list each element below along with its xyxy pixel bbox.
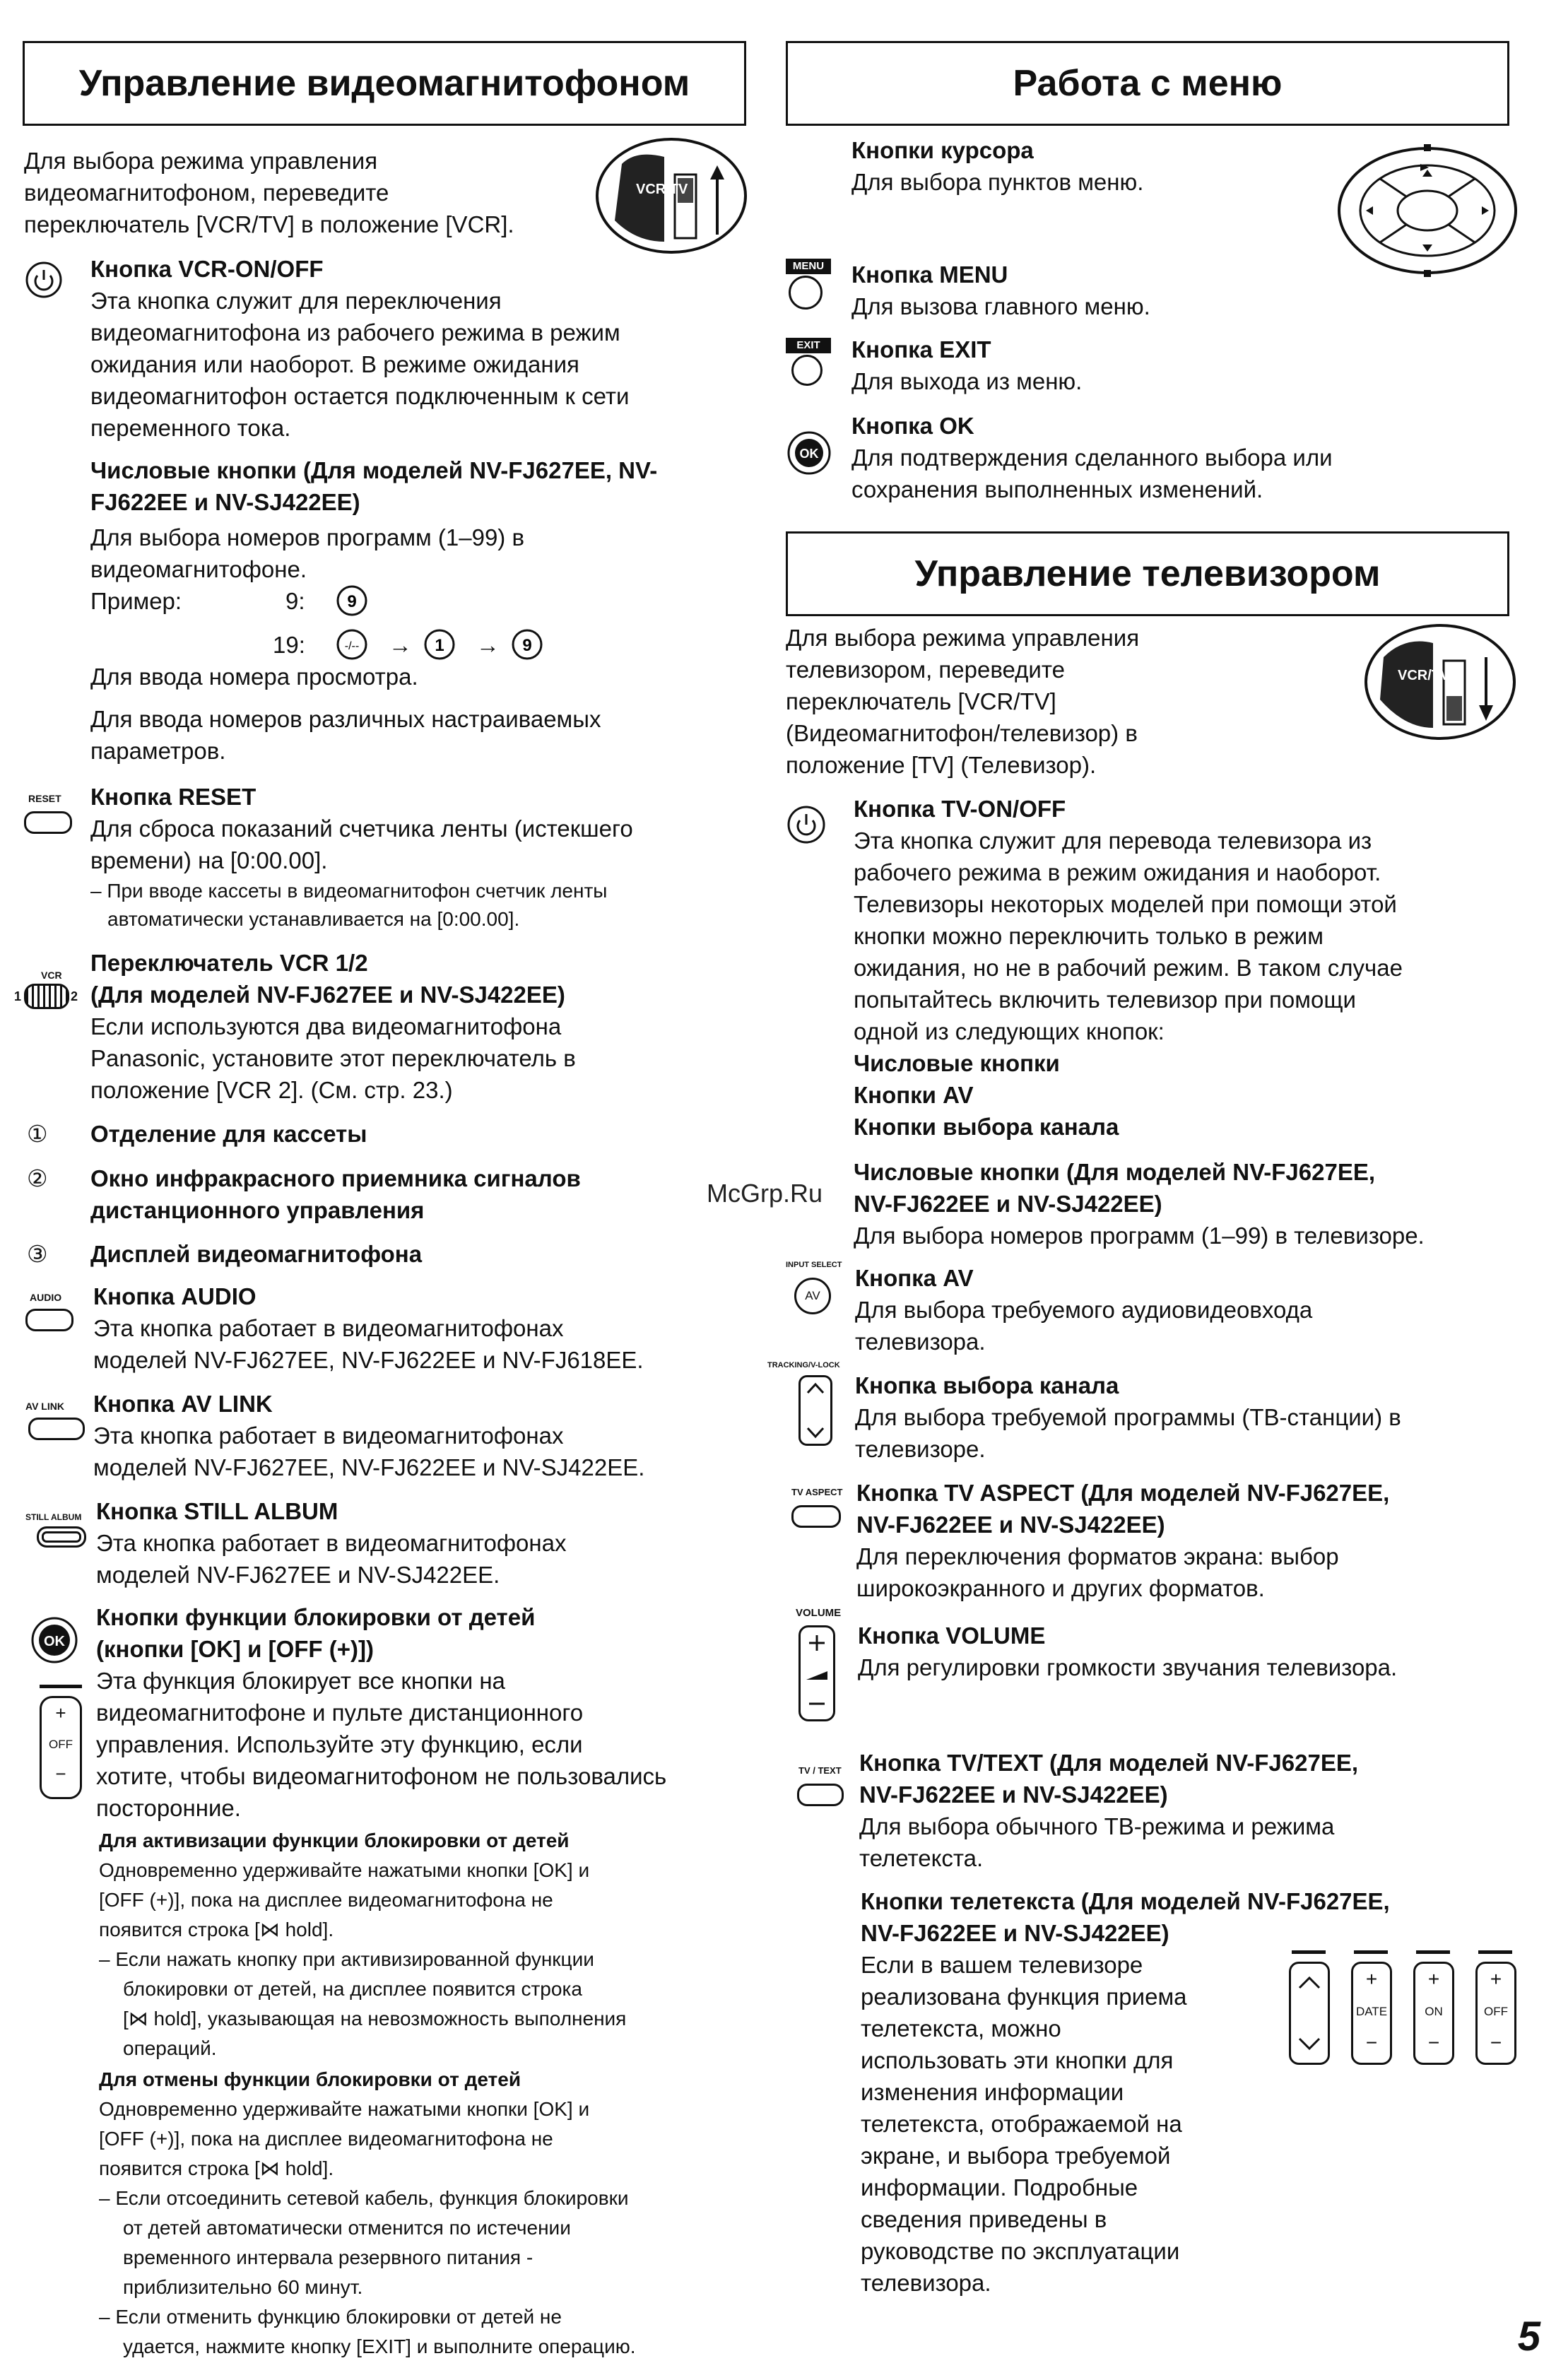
svg-text:9: 9: [347, 592, 357, 611]
tv-on-off-line: рабочего режима в режим ожидания и наоборот.: [854, 859, 1381, 885]
tv-numeric-text: Для выбора номеров программ (1–99) в телевизоре.: [854, 1223, 1425, 1249]
teletext-line: телетекста, отображаемой на: [861, 2111, 1182, 2137]
numeric-after: Для ввода номеров различных настраиваемых: [90, 706, 601, 732]
tv-on-off-option: Кнопки AV: [854, 1082, 974, 1108]
chevron-up-down-icon: [1291, 1964, 1328, 2063]
left-intro-2: видеомагнитофоном, переведите: [24, 179, 389, 206]
vcr12-heading: Переключатель VCR 1/2: [90, 950, 368, 976]
volume-text: Для регулировки громкости звучания телевизора.: [858, 1654, 1398, 1680]
plus-icon: +: [1490, 1968, 1502, 1990]
menu-tag: MENU: [786, 259, 831, 274]
teletext-line: телевизора.: [861, 2270, 991, 2296]
minus-icon: −: [1490, 2032, 1502, 2054]
minus-icon: −: [55, 1763, 66, 1784]
tv-on-off-line: одной из следующих кнопок:: [854, 1018, 1165, 1044]
cursor-pad-icon[interactable]: [1332, 140, 1523, 281]
aspect-button-icon[interactable]: [791, 1505, 841, 1528]
still-album-button-icon[interactable]: [37, 1526, 86, 1548]
numeric-heading: Числовые кнопки (Для моделей NV-FJ627EE, NV-: [90, 457, 658, 483]
still-tag: STILL ALBUM: [25, 1512, 82, 1522]
lock-cancel-note: удается, нажмите кнопку [EXIT] и выполните операцию.: [123, 2335, 636, 2357]
avlink-line: моделей NV-FJ627EE, NV-FJ622EE и NV-SJ422EE.: [93, 1454, 645, 1480]
numeric-line: видеомагнитофоне.: [90, 556, 307, 582]
vcr12-tag-right: 2: [71, 989, 78, 1003]
lock-cancel-note: – Если отменить функцию блокировки от детей не: [99, 2306, 562, 2328]
lock-activate-line: [OFF (+)], пока на дисплее видеомагнитофона не: [99, 1889, 553, 1911]
tv-section-title: Управление телевизором: [786, 531, 1509, 616]
tv-on-off-line: Эта кнопка служит для перевода телевизора из: [854, 827, 1372, 854]
vcr-on-off-line: ожидания или наоборот. В режиме ожидания: [90, 351, 579, 377]
tv-intro: (Видеомагнитофон/телевизор) в: [786, 720, 1138, 746]
cursor-text: Для выбора пунктов меню.: [851, 169, 1144, 195]
avlink-button-icon[interactable]: [28, 1418, 85, 1440]
vcr12-line: положение [VCR 2]. (См. стр. 23.): [90, 1077, 453, 1103]
on-label: ON: [1425, 2005, 1443, 2018]
teletext-line: информации. Подробные: [861, 2174, 1138, 2201]
example-2-number: 19:: [273, 632, 305, 658]
reset-line: Для сброса показаний счетчика ленты (истекшего: [90, 815, 633, 842]
vcr12-tag-left: 1: [14, 989, 22, 1003]
minus-icon: −: [1365, 2032, 1378, 2054]
item-mark: ①: [27, 1121, 48, 1147]
volume-heading: Кнопка VOLUME: [858, 1622, 1046, 1649]
channel-line: Для выбора требуемой программы (ТВ-станции) в: [855, 1404, 1401, 1430]
off-label: OFF: [49, 1738, 73, 1751]
menu-section-title: Работа с меню: [786, 41, 1509, 126]
lock-cancel-line: Одновременно удерживайте нажатыми кнопки [OK] и: [99, 2098, 590, 2120]
tv-power-icon[interactable]: [786, 804, 827, 845]
ok-heading: Кнопка OK: [851, 413, 974, 439]
key-9-icon: [335, 584, 369, 618]
exit-button-icon[interactable]: [791, 355, 823, 386]
tv-intro: телевизором, переведите: [786, 656, 1065, 683]
tv-intro: переключатель [VCR/TV]: [786, 688, 1056, 714]
tv-on-off-line: ожидания, но не в рабочий режим. В таком случае: [854, 955, 1403, 981]
lock-line: Эта функция блокирует все кнопки на: [96, 1668, 505, 1694]
av-line: Для выбора требуемого аудиовидеовхода: [855, 1297, 1313, 1323]
tv-on-off-option: Числовые кнопки: [854, 1050, 1060, 1076]
vcr12-heading: (Для моделей NV-FJ627EE и NV-SJ422EE): [90, 982, 565, 1008]
lock-cancel-line: появится строка [⋈ hold].: [99, 2157, 334, 2179]
vcr-on-off-line: Эта кнопка служит для переключения: [90, 288, 502, 314]
teletext-keys: [1289, 1950, 1522, 2078]
example-1-number: 9:: [285, 588, 305, 614]
svg-text:-/--: -/--: [344, 640, 360, 652]
volume-plus-minus-icon: [801, 1627, 833, 1719]
audio-heading: Кнопка AUDIO: [93, 1283, 257, 1309]
aspect-heading: Кнопка TV ASPECT (Для моделей NV-FJ627EE,: [856, 1480, 1390, 1506]
numeric-line: Для выбора номеров программ (1–99) в: [90, 524, 524, 550]
channel-heading: Кнопка выбора канала: [855, 1372, 1119, 1398]
lock-line: видеомагнитофоне и пульте дистанционного: [96, 1699, 584, 1726]
lock-cancel-note: временного интервала резервного питания -: [123, 2246, 534, 2268]
key-9-icon: [510, 628, 544, 661]
item-mark: ②: [27, 1165, 48, 1191]
svg-text:VCR/TV: VCR/TV: [1398, 668, 1450, 683]
item-text: Дисплей видеомагнитофона: [90, 1241, 423, 1267]
lock-line: управления. Используйте эту функцию, если: [96, 1731, 583, 1757]
teletext-heading: NV-FJ622EE и NV-SJ422EE): [861, 1920, 1169, 1946]
tv-intro: Для выбора режима управления: [786, 625, 1140, 651]
tvtext-heading: NV-FJ622EE и NV-SJ422EE): [859, 1781, 1168, 1808]
teletext-on-key[interactable]: [1413, 1962, 1454, 2065]
lock-cancel-note: от детей автоматически отменится по истечении: [123, 2217, 571, 2239]
key-1-icon: [423, 628, 456, 661]
channel-tag: TRACKING/V-LOCK: [767, 1361, 840, 1369]
numeric-after: параметров.: [90, 738, 226, 764]
lock-activate-heading: Для активизации функции блокировки от детей: [99, 1830, 570, 1851]
lock-activate-note: блокировки от детей, на дисплее появится строка: [123, 1978, 582, 2000]
lock-line: посторонние.: [96, 1795, 241, 1821]
teletext-line: изменения информации: [861, 2079, 1124, 2105]
item-text: Окно инфракрасного приемника сигналов: [90, 1165, 581, 1191]
exit-tag: EXIT: [786, 338, 831, 353]
reset-button-icon[interactable]: [24, 811, 72, 834]
audio-line: Эта кнопка работает в видеомагнитофонах: [93, 1315, 564, 1341]
av-heading: Кнопка AV: [855, 1265, 974, 1291]
teletext-line: реализована функция приема: [861, 1984, 1187, 2010]
svg-text:OK: OK: [44, 1634, 65, 1649]
ok-button-icon[interactable]: [30, 1615, 79, 1665]
reset-note: автоматически устанавливается на [0:00.00].: [107, 908, 520, 930]
avlink-tag: AV LINK: [25, 1401, 64, 1412]
lock-line: хотите, чтобы видеомагнитофоном не пользовались: [96, 1763, 667, 1789]
lock-activate-line: появится строка [⋈ hold].: [99, 1919, 334, 1940]
av-line: телевизора.: [855, 1329, 986, 1355]
volume-button-icon[interactable]: [798, 1625, 835, 1721]
audio-line: моделей NV-FJ627EE, NV-FJ622EE и NV-FJ618EE.: [93, 1347, 644, 1373]
reset-heading: Кнопка RESET: [90, 784, 257, 810]
off-plus-minus-key[interactable]: [40, 1696, 82, 1799]
ok-line: сохранения выполненных изменений.: [851, 476, 1263, 502]
numeric-heading: FJ622EE и NV-SJ422EE): [90, 489, 360, 515]
teletext-line: использовать эти кнопки для: [861, 2047, 1174, 2073]
lock-heading: (кнопки [OK] и [OFF (+)]): [96, 1636, 374, 1662]
numeric-after: Для ввода номера просмотра.: [90, 664, 418, 690]
avlink-heading: Кнопка AV LINK: [93, 1391, 273, 1417]
plus-icon: +: [1427, 1968, 1440, 1990]
tvtext-heading: Кнопка TV/TEXT (Для моделей NV-FJ627EE,: [859, 1750, 1359, 1776]
menu-text: Для вызова главного меню.: [851, 293, 1150, 319]
lock-cancel-note: – Если отсоединить сетевой кабель, функция блокировки: [99, 2187, 629, 2209]
svg-text:9: 9: [522, 636, 532, 655]
still-line: Эта кнопка работает в видеомагнитофонах: [96, 1530, 567, 1556]
svg-text:VCR/TV: VCR/TV: [636, 182, 688, 197]
audio-tag: AUDIO: [30, 1292, 62, 1303]
teletext-off-key[interactable]: [1475, 1962, 1516, 2065]
teletext-line: сведения приведены в: [861, 2206, 1107, 2232]
item-text: дистанционного управления: [90, 1197, 425, 1223]
vcr12-tag: VCR: [41, 970, 62, 981]
av-tag: INPUT SELECT: [786, 1261, 842, 1269]
vcr12-line: Panasonic, установите этот переключатель в: [90, 1045, 576, 1071]
tvtext-line: телетекста.: [859, 1845, 984, 1871]
avlink-line: Эта кнопка работает в видеомагнитофонах: [93, 1422, 564, 1449]
vcr-tv-switch-icon: [594, 136, 749, 256]
arrow-2: →: [476, 632, 500, 658]
tv-numeric-heading: NV-FJ622EE и NV-SJ422EE): [854, 1191, 1162, 1217]
lock-heading: Кнопки функции блокировки от детей: [96, 1604, 536, 1630]
reset-line: времени) на [0:00.00].: [90, 847, 328, 873]
page-number: 5: [1517, 2314, 1540, 2360]
channel-line: телевизоре.: [855, 1436, 986, 1462]
av-button-icon[interactable]: AV: [794, 1278, 831, 1314]
item-text: Отделение для кассеты: [90, 1121, 367, 1147]
left-intro-1: Для выбора режима управления: [24, 148, 378, 174]
teletext-date-key[interactable]: [1351, 1962, 1392, 2065]
aspect-tag: TV ASPECT: [791, 1487, 843, 1497]
date-label: DATE: [1355, 2005, 1388, 2018]
menu-button-icon[interactable]: [789, 276, 823, 310]
vcr-on-off-line: переменного тока.: [90, 415, 291, 441]
tv-on-off-line: кнопки можно переключить только в режим: [854, 923, 1324, 949]
volume-tag: VOLUME: [796, 1607, 842, 1619]
exit-text: Для выхода из меню.: [851, 368, 1083, 394]
chevron-up-down-icon: [801, 1377, 830, 1444]
reset-tag: RESET: [28, 793, 61, 804]
lock-activate-line: Одновременно удерживайте нажатыми кнопки [OK] и: [99, 1859, 590, 1881]
vcr-on-off-heading: Кнопка VCR-ON/OFF: [90, 256, 324, 282]
lock-cancel-note: приблизительно 60 минут.: [123, 2276, 363, 2298]
lock-activate-note: – Если нажать кнопку при активизированной функции: [99, 1948, 594, 1970]
tvtext-button-icon[interactable]: [797, 1784, 844, 1806]
power-icon[interactable]: [24, 260, 64, 300]
vcr12-line: Если используются два видеомагнитофона: [90, 1013, 562, 1039]
lock-activate-note: операций.: [123, 2037, 217, 2059]
plus-icon: +: [1365, 1968, 1378, 1990]
off-key-bar: [40, 1685, 82, 1688]
tvtext-line: Для выбора обычного ТВ-режима и режима: [859, 1813, 1335, 1839]
teletext-line: руководстве по эксплуатации: [861, 2238, 1180, 2264]
tvtext-tag: TV / TEXT: [798, 1765, 842, 1776]
tv-on-off-line: попытайтесь включить телевизор при помощи: [854, 986, 1356, 1013]
lock-cancel-heading: Для отмены функции блокировки от детей: [99, 2068, 521, 2090]
exit-heading: Кнопка EXIT: [851, 336, 991, 363]
left-section-title: Управление видеомагнитофоном: [23, 41, 746, 126]
lock-cancel-line: [OFF (+)], пока на дисплее видеомагнитофона не: [99, 2128, 553, 2150]
vcr-tv-switch-icon: [1362, 622, 1518, 742]
tv-on-off-line: Телевизоры некоторых моделей при помощи этой: [854, 891, 1397, 917]
item-mark: ③: [27, 1241, 48, 1267]
ok-line: Для подтверждения сделанного выбора или: [851, 444, 1333, 471]
reset-note: – При вводе кассеты в видеомагнитофон счетчик ленты: [90, 880, 608, 902]
aspect-heading: NV-FJ622EE и NV-SJ422EE): [856, 1512, 1165, 1538]
tv-intro: положение [TV] (Телевизор).: [786, 752, 1097, 778]
key-dash-icon: [335, 628, 369, 661]
off-label: OFF: [1484, 2005, 1508, 2018]
vcr-on-off-line: видеомагнитофон остается подключенным к сети: [90, 383, 630, 409]
svg-text:1: 1: [435, 636, 444, 655]
audio-button-icon[interactable]: [25, 1309, 73, 1331]
svg-text:OK: OK: [799, 447, 819, 461]
still-heading: Кнопка STILL ALBUM: [96, 1498, 338, 1524]
teletext-line: экране, и выбора требуемой: [861, 2143, 1171, 2169]
menu-heading: Кнопка MENU: [851, 261, 1008, 288]
aspect-line: Для переключения форматов экрана: выбор: [856, 1543, 1339, 1569]
teletext-line: телетекста, можно: [861, 2015, 1061, 2042]
left-intro-3: переключатель [VCR/TV] в положение [VCR].: [24, 211, 514, 237]
tv-on-off-option: Кнопки выбора канала: [854, 1114, 1119, 1140]
tv-on-off-heading: Кнопка TV-ON/OFF: [854, 796, 1066, 822]
ok-button-icon[interactable]: [786, 430, 832, 476]
example-label: Пример:: [90, 588, 182, 614]
teletext-line: Если в вашем телевизоре: [861, 1952, 1143, 1978]
cursor-heading: Кнопки курсора: [851, 137, 1034, 163]
channel-button-icon[interactable]: [798, 1375, 832, 1446]
lock-activate-note: [⋈ hold], указывающая на невозможность выполнения: [123, 2008, 627, 2030]
still-line: моделей NV-FJ627EE и NV-SJ422EE.: [96, 1562, 500, 1588]
aspect-line: широкоэкранного и других форматов.: [856, 1575, 1265, 1601]
arrow-1: →: [389, 632, 412, 658]
tv-numeric-heading: Числовые кнопки (Для моделей NV-FJ627EE,: [854, 1159, 1376, 1185]
vcr12-switch-icon[interactable]: [24, 984, 69, 1009]
vcr-on-off-line: видеомагнитофона из рабочего режима в режим: [90, 319, 620, 346]
minus-icon: −: [1427, 2032, 1440, 2054]
teletext-heading: Кнопки телетекста (Для моделей NV-FJ627EE,: [861, 1888, 1390, 1914]
watermark: McGrp.Ru: [707, 1179, 823, 1208]
teletext-page-key[interactable]: [1289, 1962, 1330, 2065]
plus-icon: +: [55, 1702, 66, 1724]
